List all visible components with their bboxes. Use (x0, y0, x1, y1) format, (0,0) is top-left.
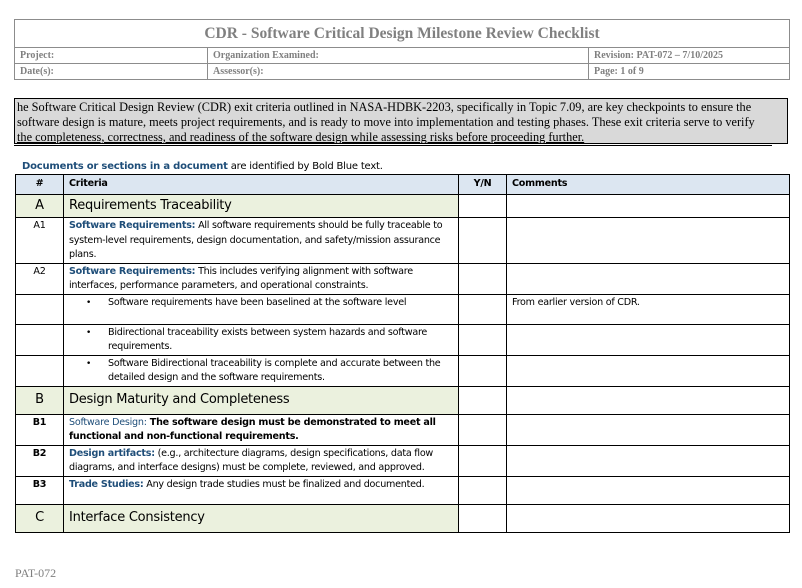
comment-cell[interactable] (507, 218, 790, 264)
yn-cell[interactable] (459, 218, 507, 264)
row-number (16, 355, 64, 386)
table-row (16, 476, 790, 504)
criteria-text: The software design must be demonstrated to meet all functional and non-functional requirements. (69, 416, 436, 442)
criteria-text: (e.g., architecture diagrams, design specifications, data flow diagrams, and interface designs) must be complete, reviewed, and approved. (69, 447, 434, 473)
comment-cell[interactable] (507, 386, 790, 414)
section-number: B (16, 386, 64, 414)
footer-doc-id: PAT-072 (15, 566, 57, 580)
section-number: A (16, 195, 64, 218)
column-header-comments: Comments (507, 175, 790, 195)
table-row (16, 294, 790, 324)
yn-cell[interactable] (459, 414, 507, 445)
legend-blue-text: Documents or sections in a document (22, 161, 228, 172)
row-number: B3 (16, 476, 64, 504)
section-title: Design Maturity and Completeness (64, 386, 459, 414)
revision-label: Revision: PAT-072 – 7/10/2025 (589, 48, 790, 64)
criteria-cell (64, 324, 459, 355)
yn-cell[interactable] (459, 195, 507, 218)
comment-cell[interactable] (507, 504, 790, 532)
yn-cell[interactable] (459, 324, 507, 355)
criteria-label: Software Requirements: (69, 265, 196, 277)
criteria-label: Software Design: (69, 416, 147, 428)
checklist-table (15, 174, 790, 533)
criteria-cell (64, 476, 459, 504)
organization-field[interactable]: Organization Examined: (208, 48, 589, 64)
dates-field[interactable]: Date(s): (15, 64, 208, 80)
table-row (16, 445, 790, 476)
legend-rest-text: are identified by Bold Blue text. (227, 161, 383, 172)
criteria-cell (64, 355, 459, 386)
table-row (16, 355, 790, 386)
table-row (16, 324, 790, 355)
document-title: CDR - Software Critical Design Milestone Review Checklist (15, 20, 790, 48)
section-number: C (16, 504, 64, 532)
yn-cell[interactable] (459, 355, 507, 386)
criteria-cell (64, 263, 459, 294)
criteria-text: Software Bidirectional traceability is complete and accurate between the detailed design and the software requirements. (108, 357, 441, 383)
criteria-text: All software requirements should be fully traceable to system-level requirements, design documentation, and safety/mission assurance plans. (69, 220, 443, 260)
comment-cell[interactable] (507, 324, 790, 355)
table-row (16, 218, 790, 264)
yn-cell[interactable] (459, 386, 507, 414)
bullet-icon: • (86, 358, 92, 369)
criteria-text: Any design trade studies must be finalized and documented. (143, 478, 425, 490)
row-number: B1 (16, 414, 64, 445)
criteria-text: This includes verifying alignment with software interfaces, performance parameters, and operational constraints. (69, 265, 413, 291)
yn-cell[interactable] (459, 476, 507, 504)
yn-cell[interactable] (459, 263, 507, 294)
criteria-cell (64, 445, 459, 476)
row-number: A2 (16, 263, 64, 294)
section-row-a (16, 195, 790, 218)
criteria-cell (64, 294, 459, 324)
intro-paragraph (14, 98, 788, 144)
criteria-label: Software Requirements: (69, 220, 196, 231)
comment-cell[interactable]: From earlier version of CDR. (507, 294, 790, 324)
criteria-label: Trade Studies: (69, 478, 144, 490)
assessor-field[interactable]: Assessor(s): (208, 64, 589, 80)
section-row-c (16, 504, 790, 532)
legend-note (22, 161, 383, 172)
row-number (16, 294, 64, 324)
project-field[interactable]: Project: (15, 48, 208, 64)
comment-cell[interactable] (507, 445, 790, 476)
table-header-row (16, 175, 790, 195)
row-number: B2 (16, 445, 64, 476)
column-header-number: # (16, 175, 64, 195)
section-title: Interface Consistency (64, 504, 459, 532)
page-number: Page: 1 of 9 (589, 64, 790, 80)
comment-cell[interactable] (507, 195, 790, 218)
bullet-icon: • (86, 327, 92, 338)
criteria-label: Design artifacts: (69, 447, 155, 459)
row-number: A1 (16, 218, 64, 264)
criteria-text: Bidirectional traceability exists between system hazards and software requirements. (108, 326, 428, 352)
column-header-criteria: Criteria (64, 175, 459, 195)
yn-cell[interactable] (459, 294, 507, 324)
row-number (16, 324, 64, 355)
criteria-cell (64, 218, 459, 264)
criteria-text: Software requirements have been baselined at the software level (108, 296, 407, 308)
intro-line: software design is mature, meets project requirements, and is ready to move into implementation and testing phases. These exit criteria serve to verify (17, 115, 755, 129)
divider (14, 145, 772, 146)
section-row-b (16, 386, 790, 414)
yn-cell[interactable] (459, 445, 507, 476)
yn-cell[interactable] (459, 504, 507, 532)
comment-cell[interactable] (507, 355, 790, 386)
table-row (16, 414, 790, 445)
criteria-cell (64, 414, 459, 445)
section-title: Requirements Traceability (64, 195, 459, 218)
intro-line: the completeness, correctness, and readiness of the software design while assessing risks before proceeding further. (17, 130, 585, 144)
comment-cell[interactable] (507, 263, 790, 294)
document-header (14, 19, 790, 80)
table-row (16, 263, 790, 294)
comment-cell[interactable] (507, 414, 790, 445)
column-header-yn: Y/N (459, 175, 507, 195)
intro-line: he Software Critical Design Review (CDR) exit criteria outlined in NASA-HDBK-2203, specifically in Topic 7.09, are key checkpoints to ensure the (17, 100, 752, 114)
bullet-icon: • (86, 297, 92, 308)
comment-cell[interactable] (507, 476, 790, 504)
